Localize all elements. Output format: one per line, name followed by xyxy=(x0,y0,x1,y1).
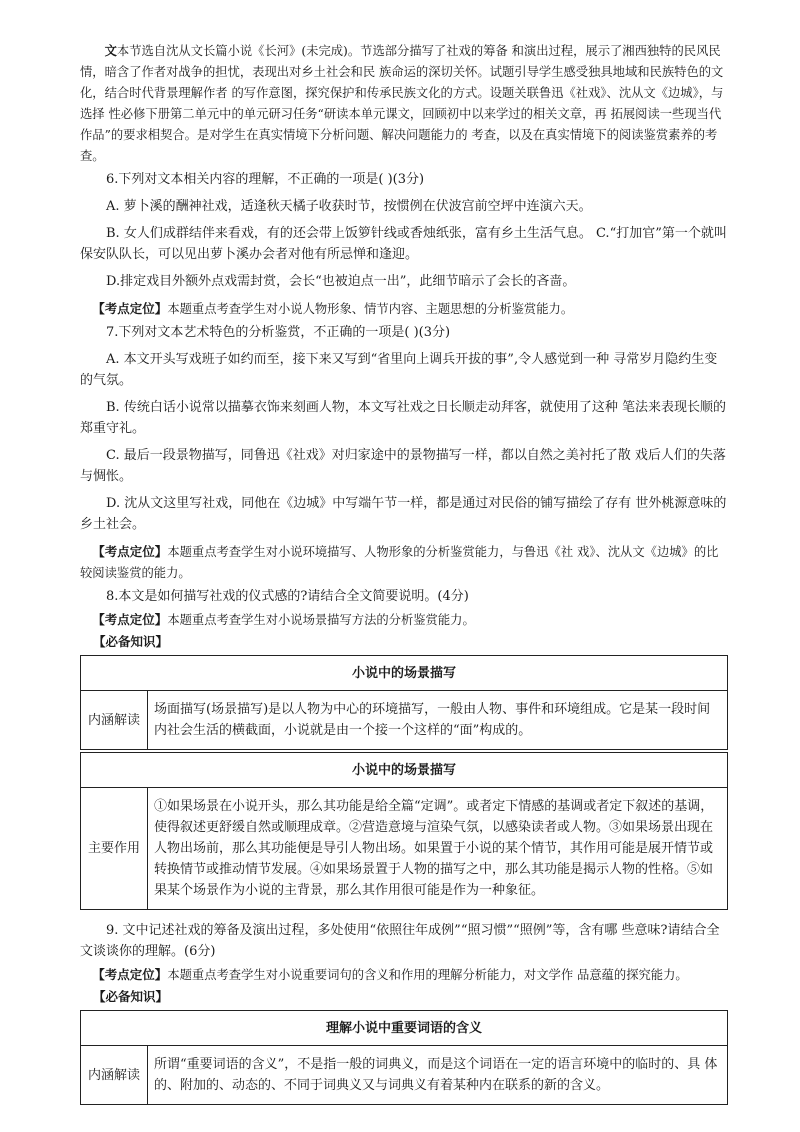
q8-note-label: 【考点定位】 xyxy=(92,612,168,627)
q7-note xyxy=(80,541,728,584)
q9-note-label: 【考点定位】 xyxy=(92,967,168,982)
q6-stem: 6.下列对文本相关内容的理解，不正确的一项是( )(3分) xyxy=(106,172,425,187)
intro-text: 本节选自沈从文长篇小说《长河》(未完成)。节选部分描写了社戏的筹备 和演出过程，展示了湘西独特的民风民情，暗含了作者对战争的担忧，表现出对乡土社会和民 族命运的深切关怀。试题引导学生感受独具地域和民族特色的文化，结合时代背景理解作者 的写作意图，探究保护和传承民族文化的方式。设题关联鲁迅《社戏》、沈从文《边城》，与选择 性必修下册第二单元中的单元研习任务“研读本单元课文，回顾初中以来学过的相关文章，再 拓展阅读一些现当代作品”的要求相契合。是对学生在真实情境下分析问题、解决问题能力的 考查，以及在真实情境下的阅读鉴赏素养的考查。 xyxy=(80,44,724,163)
q6-note-label: 【考点定位】 xyxy=(92,301,168,316)
q8-stem: 8.本文是如何描写社戏的仪式感的?请结合全文简要说明。(4分) xyxy=(106,589,469,604)
q7-note-text: 本题重点考查学生对小说环境描写、人物形象的分析鉴赏能力，与鲁迅《社 戏》、沈从文《边城》的比较阅读鉴赏的能力。 xyxy=(80,545,719,580)
table-row-label: 内涵解读 xyxy=(81,1046,148,1105)
q9-stem: 9. 文中记述社戏的筹备及演出过程，多处使用“依照往年成例”“照习惯”“照例”等，含有哪 些意味?请结合全文谈谈你的理解。(6分) xyxy=(80,923,720,959)
q9-note-text: 本题重点考查学生对小说重要词句的含义和作用的理解分析能力，对文学作 品意蕴的探究能力。 xyxy=(167,968,688,982)
table-cell-content: 所谓“重要词语的含义”，不是指一般的词典义，而是这个词语在一定的语言环境中的临时的、具 体的、附加的、动态的、不同于词典义又与词典义有着某种内在联系的新的含义。 xyxy=(148,1046,728,1105)
q8-knowledge-label: 【必备知识】 xyxy=(93,634,169,649)
q7-option-b: B. 传统白话小说常以描摹衣饰来刻画人物，本文写社戏之日长顺走动拜客，就使用了这种 笔法来表现长顺的郑重守礼。 xyxy=(80,400,726,436)
q6-option-d: D.排定戏目外额外点戏需封赏，会长“也被迫点一出”，此细节暗示了会长的吝啬。 xyxy=(106,274,576,289)
knowledge-table-scene-definition xyxy=(80,655,728,750)
q6-option-a: A. 萝卜溪的酬神社戏，适逢秋天橘子收获时节，按惯例在伏波宫前空坪中连演六天。 xyxy=(106,199,592,214)
q8-knowledge-heading xyxy=(80,631,728,653)
q9-knowledge-heading xyxy=(80,986,728,1008)
q7-option-c: C. 最后一段景物描写，同鲁迅《社戏》对归家途中的景物描写一样，都以自然之美衬托了散 戏后人们的失落与惆怅。 xyxy=(80,448,726,484)
q7-note-label: 【考点定位】 xyxy=(92,544,168,559)
q6-note-text: 本题重点考查学生对小说人物形象、情节内容、主题思想的分析鉴赏能力。 xyxy=(167,302,574,316)
q9-note xyxy=(80,964,728,986)
document-page xyxy=(80,40,728,1105)
q8-note-text: 本题重点考查学生对小说场景描写方法的分析鉴赏能力。 xyxy=(167,613,475,627)
q6-option-b-c: B. 女人们成群结伴来看戏，有的还会带上饭箩针线或香烛纸张，富有乡土生活气息。 C.“打加官”第一个就叫保安队队长，可以见出萝卜溪办会者对他有所忌惮和逢迎。 xyxy=(80,226,727,262)
intro-paragraph xyxy=(80,40,728,167)
q6-note xyxy=(80,298,728,320)
table-row-label: 主要作用 xyxy=(81,788,148,910)
table-title: 小说中的场景描写 xyxy=(81,753,728,788)
table-row-label: 内涵解读 xyxy=(81,691,148,750)
table-title: 理解小说中重要词语的含义 xyxy=(81,1011,728,1046)
q7-option-d: D. 沈从文这里写社戏，同他在《边城》中写端午节一样，都是通过对民俗的铺写描绘了存有 世外桃源意味的乡土社会。 xyxy=(80,496,727,532)
intro-lead-char: 文 xyxy=(104,43,117,58)
q7-stem: 7.下列对文本艺术特色的分析鉴赏，不正确的一项是( )(3分) xyxy=(106,325,451,340)
table-cell-content: ①如果场景在小说开头，那么其功能是给全篇“定调”。或者定下情感的基调或者定下叙述的基调，使得叙述更舒缓自然或顺理成章。②营造意境与渲染气氛，以感染读者或人物。③如果场景出现在人物出场前，那么其功能便是导引人物出场。如果置于小说的某个情节，其作用可能是展开情节或转换情节或推动情节发展。④如果场景置于人物的描写之中，那么其功能是揭示人物的性格。⑤如果某个场景作为小说的主背景，那么其作用很可能是作为一种象征。 xyxy=(148,788,728,910)
table-cell-content: 场面描写(场景描写)是以人物为中心的环境描写，一般由人物、事件和环境组成。它是某一段时间内社会生活的横截面，小说就是由一个接一个这样的“面”构成的。 xyxy=(148,691,728,750)
q9-knowledge-label: 【必备知识】 xyxy=(93,989,169,1004)
knowledge-table-word-meaning xyxy=(80,1010,728,1105)
q8-note xyxy=(80,609,728,631)
table-title: 小说中的场景描写 xyxy=(81,656,728,691)
q7-option-a: A. 本文开头写戏班子如约而至，接下来又写到“省里向上调兵开拔的事”,令人感觉到一种 寻常岁月隐约生变的气氛。 xyxy=(80,352,718,388)
knowledge-table-scene-function xyxy=(80,752,728,910)
